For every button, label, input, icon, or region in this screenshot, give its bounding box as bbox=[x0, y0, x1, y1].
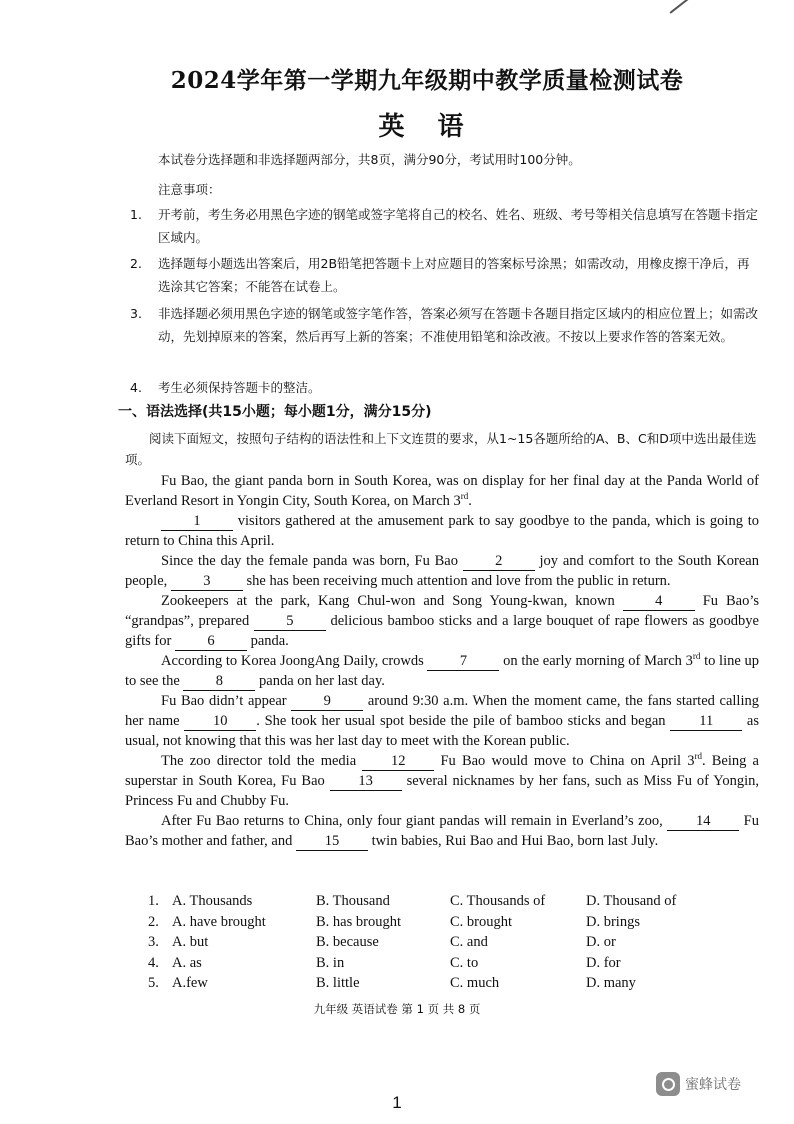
rule-item bbox=[130, 252, 760, 298]
blank-3[interactable]: 3 bbox=[171, 573, 243, 591]
option-a[interactable]: A.few bbox=[172, 975, 208, 991]
option-row bbox=[148, 975, 748, 996]
paragraph: Zookeepers at the park, Kang Chul-won and Song Young-kwan, known 4 Fu Bao’s “grandpas”, prepared 5 delicious bamboo sticks and a large bouquet of rape flowers as goodbye gifts for 6 panda. bbox=[125, 593, 759, 649]
question-number: 2. bbox=[148, 913, 159, 930]
rule-item bbox=[130, 302, 760, 348]
option-d[interactable]: D. brings bbox=[586, 913, 640, 930]
blank-15[interactable]: 15 bbox=[296, 833, 368, 851]
rule-number: 1. bbox=[130, 207, 142, 222]
rule-number: 3. bbox=[130, 306, 142, 321]
blank-2[interactable]: 2 bbox=[463, 553, 535, 571]
option-d[interactable]: D. Thousand of bbox=[586, 893, 677, 909]
passage bbox=[125, 471, 759, 851]
paragraph: Fu Bao didn’t appear 9 around 9:30 a.m. When the moment came, the fans started calling her name 10 . She took her usual spot beside the pile of bamboo sticks and began 11 as usual, not knowing that this was her last day to meet with the Korean public. bbox=[125, 693, 759, 749]
option-c[interactable]: C. and bbox=[450, 934, 488, 950]
notice-label: 注意事项： bbox=[158, 182, 221, 197]
page-footer: 九年级 英语试卷 第 1 页 共 8 页 bbox=[313, 1002, 481, 1016]
question-number: 5. bbox=[148, 975, 159, 991]
option-row bbox=[148, 955, 748, 976]
blank-6[interactable]: 6 bbox=[175, 633, 247, 651]
option-d[interactable]: D. many bbox=[586, 975, 636, 991]
option-c[interactable]: C. Thousands of bbox=[450, 893, 546, 909]
rule-number: 4. bbox=[130, 380, 142, 395]
watermark-text: 蜜蜂试卷 bbox=[685, 1077, 741, 1093]
blank-5[interactable]: 5 bbox=[254, 613, 326, 631]
rule-number: 2. bbox=[130, 256, 142, 271]
option-a[interactable]: A. Thousands bbox=[172, 893, 253, 909]
paragraph: 1 visitors gathered at the amusement park to say goodbye to the panda, which is going to return to China this April. bbox=[125, 513, 759, 549]
option-b[interactable]: B. in bbox=[316, 954, 345, 971]
blank-4[interactable]: 4 bbox=[623, 593, 695, 611]
subject-title: 英 语 bbox=[378, 112, 476, 142]
blank-8[interactable]: 8 bbox=[183, 673, 255, 691]
option-c[interactable]: C. brought bbox=[450, 913, 513, 930]
question-number: 4. bbox=[148, 954, 159, 971]
option-b[interactable]: B. because bbox=[316, 934, 379, 950]
blank-14[interactable]: 14 bbox=[667, 813, 739, 831]
option-a[interactable]: A. have brought bbox=[172, 913, 266, 930]
section-heading: 一、语法选择(共15小题；每小题1分，满分15分) bbox=[118, 404, 432, 420]
exam-intro: 本试卷分选择题和非选择题两部分，共8页，满分90分，考试用时100分钟。 bbox=[158, 152, 581, 167]
option-c[interactable]: C. to bbox=[450, 954, 479, 971]
exam-title: 2024学年第一学期九年级期中教学质量检测试卷 bbox=[170, 67, 684, 94]
blank-12[interactable]: 12 bbox=[362, 753, 434, 771]
option-b[interactable]: B. has brought bbox=[316, 913, 401, 930]
pen-mark bbox=[670, 0, 695, 13]
blank-13[interactable]: 13 bbox=[330, 773, 402, 791]
paragraph: The zoo director told the media 12 Fu Bao would move to China on April 3rd. Being a superstar in South Korea, Fu Bao 13 several nicknames by her fans, such as Miss Fu of Yongin, Princess Fu and Chubby Fu. bbox=[125, 751, 759, 809]
rule-text: 选择题每小题选出答案后，用2B铅笔把答题卡上对应题目的答案标号涂黑；如需改动，用橡皮擦干净后，再选涂其它答案；不能答在试卷上。 bbox=[158, 256, 750, 294]
paragraph: After Fu Bao returns to China, only four giant pandas will remain in Everland’s zoo, 14 Fu Bao’s mother and father, and 15 twin babies, Rui Bao and Hui Bao, born last July. bbox=[125, 813, 759, 849]
option-b[interactable]: B. little bbox=[316, 975, 360, 991]
option-d[interactable]: D. for bbox=[586, 954, 621, 971]
option-row bbox=[148, 893, 748, 914]
rule-text: 考生必须保持答题卡的整洁。 bbox=[158, 380, 321, 395]
option-c[interactable]: C. much bbox=[450, 975, 500, 991]
option-a[interactable]: A. as bbox=[172, 954, 202, 971]
paragraph: Since the day the female panda was born, Fu Bao 2 joy and comfort to the South Korean people, 3 she has been receiving much attention and love from the public in return. bbox=[125, 553, 759, 589]
option-row bbox=[148, 934, 748, 955]
blank-11[interactable]: 11 bbox=[670, 713, 742, 731]
page-number: 1 bbox=[392, 1093, 402, 1112]
paragraph: Fu Bao, the giant panda born in South Korea, was on display for her final day at the Panda World of Everland Resort in Yongin City, South Korea, on March 3rd. bbox=[125, 473, 759, 509]
option-b[interactable]: B. Thousand bbox=[316, 893, 390, 909]
rule-text: 非选择题必须用黑色字迹的钢笔或签字笔作答，答案必须写在答题卡各题目指定区域内的相应位置上；如需改动，先划掉原来的答案，然后再写上新的答案；不准使用铅笔和涂改液。不按以上要求作答的答案无效。 bbox=[158, 306, 759, 344]
question-number: 3. bbox=[148, 934, 159, 950]
options-list bbox=[148, 893, 748, 996]
option-a[interactable]: A. but bbox=[172, 934, 209, 950]
question-number: 1. bbox=[148, 893, 159, 909]
blank-9[interactable]: 9 bbox=[291, 693, 363, 711]
paragraph: According to Korea JoongAng Daily, crowds 7 on the early morning of March 3rd to line up to see the 8 panda on her last day. bbox=[125, 651, 759, 689]
rule-item bbox=[130, 376, 760, 399]
blank-7[interactable]: 7 bbox=[427, 653, 499, 671]
section-instruction: 阅读下面短文，按照句子结构的语法性和上下文连贯的要求，从1~15各题所给的A、B、C和D项中选出最佳选项。 bbox=[125, 431, 757, 467]
rule-item bbox=[130, 203, 760, 249]
option-d[interactable]: D. or bbox=[586, 934, 616, 950]
blank-10[interactable]: 10 bbox=[184, 713, 256, 731]
rule-text: 开考前，考生务必用黑色字迹的钢笔或签字笔将自己的校名、姓名、班级、考号等相关信息填写在答题卡指定区域内。 bbox=[158, 207, 759, 245]
option-row bbox=[148, 914, 748, 935]
blank-1[interactable]: 1 bbox=[161, 513, 233, 531]
